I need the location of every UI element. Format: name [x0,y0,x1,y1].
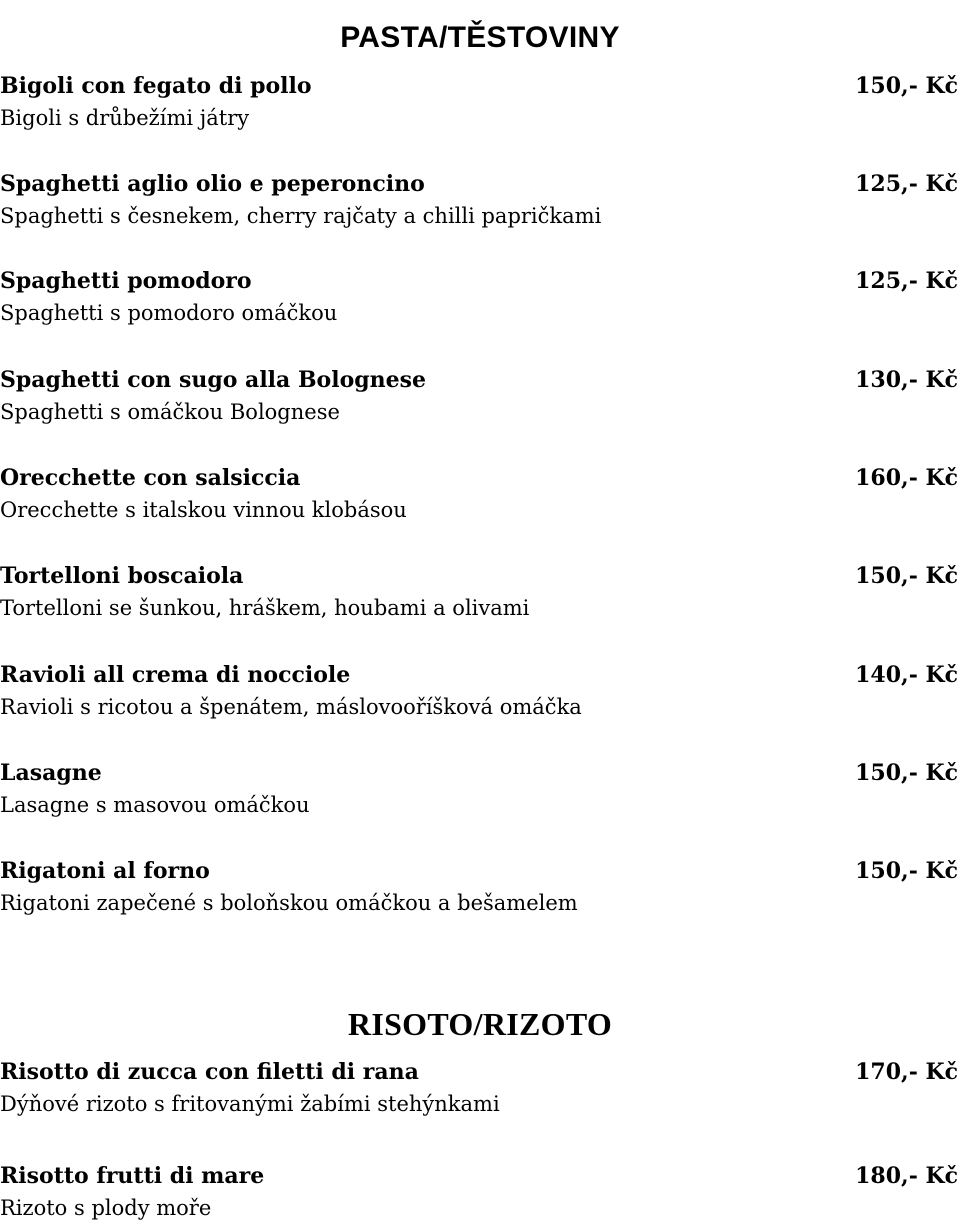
item-description: Spaghetti s pomodoro omáčkou [0,301,338,325]
item-price: 130,- Kč [855,367,958,393]
item-name: Risotto di zucca con filetti di rana [0,1059,419,1085]
menu-item [0,757,960,823]
item-name: Lasagne [0,760,102,786]
item-description: Bigoli s drůbežími játry [0,106,250,130]
section-title-risoto: RISOTO/RIZOTO [347,1006,613,1043]
menu-item [0,855,960,921]
menu-item [0,364,960,430]
item-price: 150,- Kč [855,858,958,884]
item-name: Spaghetti pomodoro [0,268,252,294]
item-price: 125,- Kč [855,268,958,294]
section-title-pasta: PASTA/TĚSTOVINY [340,21,620,55]
item-price: 180,- Kč [855,1163,958,1189]
item-name: Risotto frutti di mare [0,1163,265,1189]
item-description: Tortelloni se šunkou, hráškem, houbami a olivami [0,596,530,620]
item-description: Spaghetti s omáčkou Bolognese [0,400,340,424]
menu-item [0,265,960,331]
item-name: Rigatoni al forno [0,858,210,884]
menu-item [0,462,960,528]
menu-item [0,168,960,234]
menu-item [0,70,960,136]
menu-item [0,659,960,725]
menu-item [0,1056,960,1122]
menu-item [0,1160,960,1226]
item-name: Spaghetti con sugo alla Bolognese [0,367,427,393]
item-description: Ravioli s ricotou a špenátem, máslovooříšková omáčka [0,695,582,719]
item-description: Dýňové rizoto s fritovanými žabími stehýnkami [0,1092,500,1116]
item-description: Orecchette s italskou vinnou klobásou [0,498,407,522]
item-description: Rizoto s plody moře [0,1196,212,1220]
item-description: Rigatoni zapečené s boloňskou omáčkou a bešamelem [0,891,578,915]
menu-item [0,560,960,626]
item-name: Tortelloni boscaiola [0,563,244,589]
item-price: 150,- Kč [855,73,958,99]
item-price: 170,- Kč [855,1059,958,1085]
item-price: 160,- Kč [855,465,958,491]
item-name: Ravioli all crema di nocciole [0,662,351,688]
item-name: Spaghetti aglio olio e peperoncino [0,171,425,197]
item-price: 150,- Kč [855,760,958,786]
item-description: Spaghetti s česnekem, cherry rajčaty a chilli papričkami [0,204,602,228]
item-name: Bigoli con fegato di pollo [0,73,312,99]
item-price: 140,- Kč [855,662,958,688]
item-name: Orecchette con salsiccia [0,465,301,491]
item-price: 125,- Kč [855,171,958,197]
item-description: Lasagne s masovou omáčkou [0,793,310,817]
item-price: 150,- Kč [855,563,958,589]
